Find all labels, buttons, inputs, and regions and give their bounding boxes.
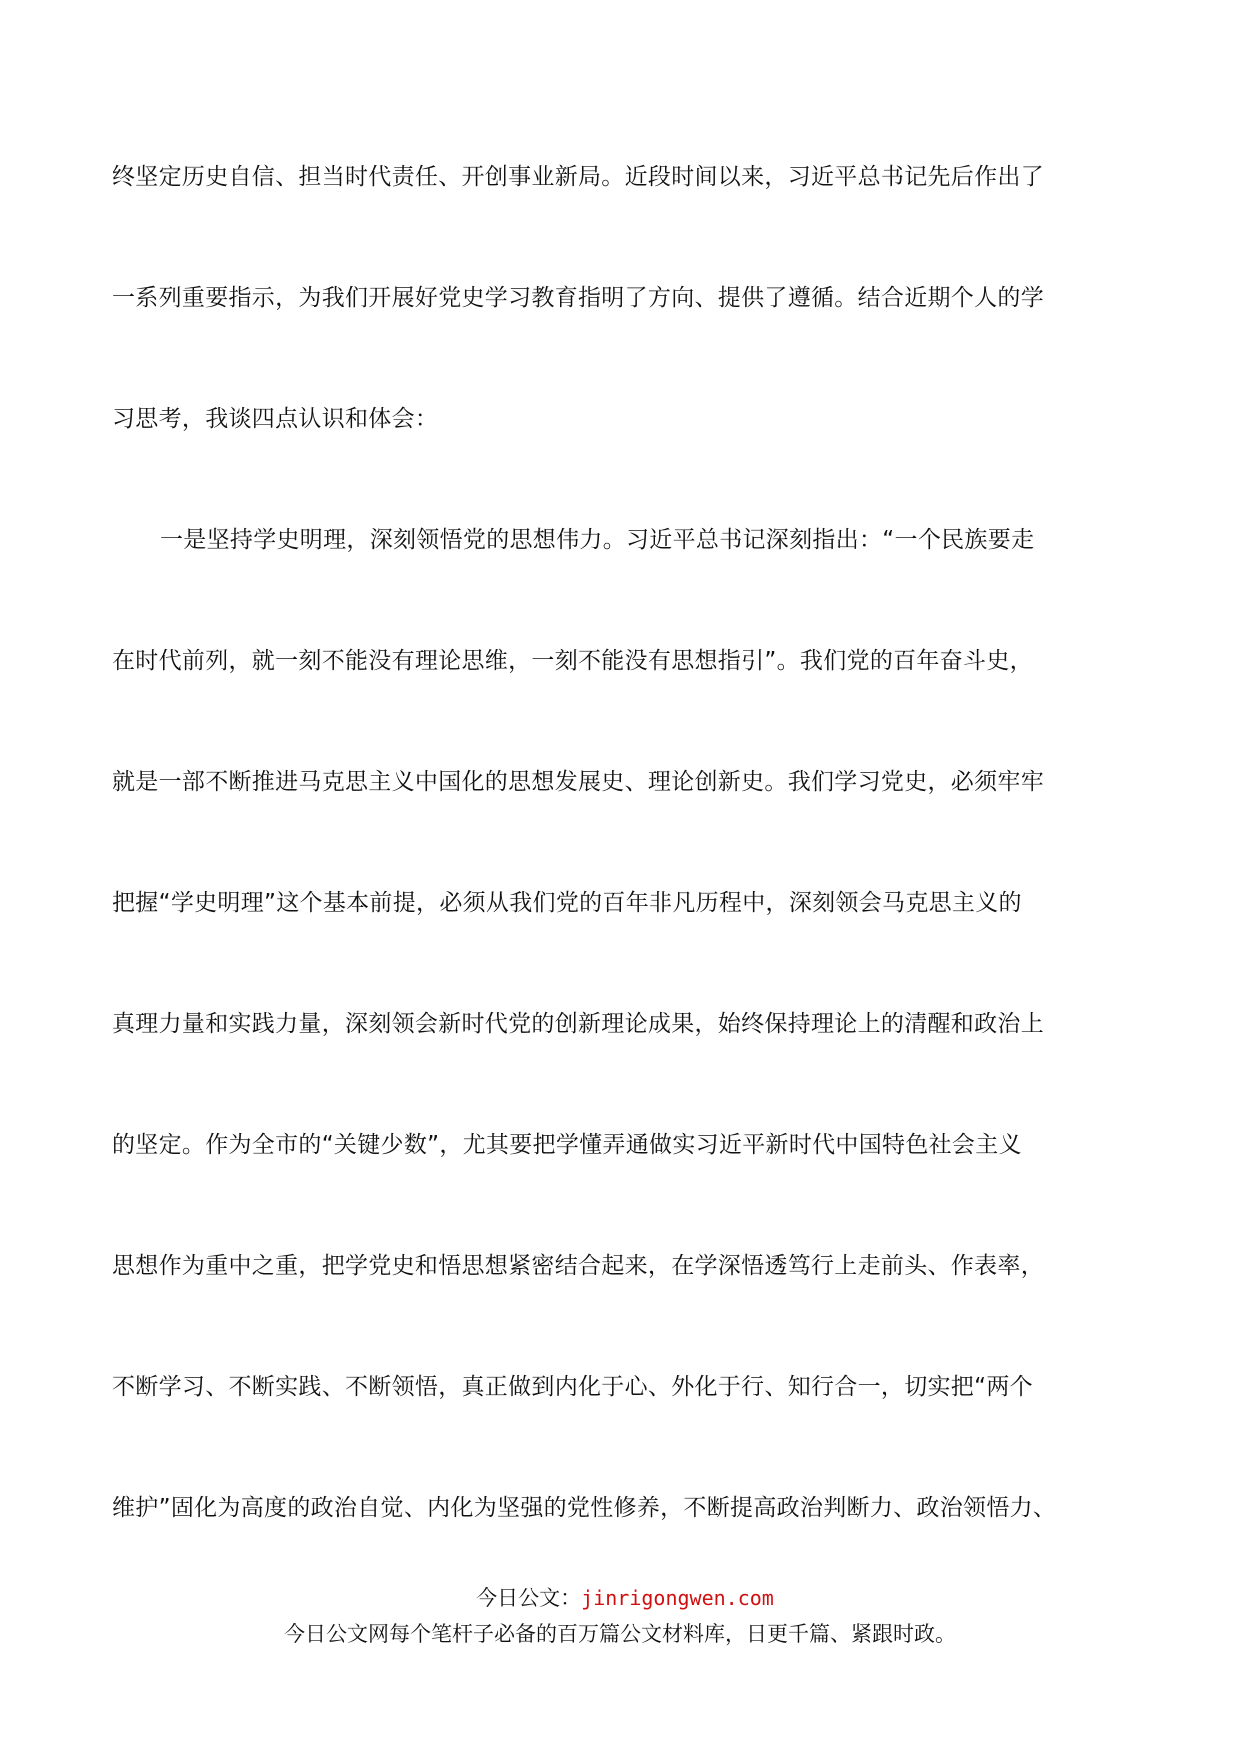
body-line: 把握“学史明理”这个基本前提，必须从我们党的百年非凡历程中，深刻领会马克思主义的 [112,890,1022,916]
body-line: 一系列重要指示，为我们开展好党史学习教育指明了方向、提供了遵循。结合近期个人的学 [112,285,1044,311]
paragraph-start-line: 一是坚持学史明理，深刻领悟党的思想伟力。习近平总书记深刻指出：“一个民族要走 [160,527,1035,553]
document-body [112,160,1132,1612]
page-footer [0,1583,1240,1651]
body-line: 习思考，我谈四点认识和体会： [112,406,439,432]
body-line: 终坚定历史自信、担当时代责任、开创事业新局。近段时间以来，习近平总书记先后作出了 [112,164,1044,190]
body-line: 不断学习、不断实践、不断领悟，真正做到内化于心、外化于行、知行合一，切实把“两个 [112,1374,1033,1400]
footer-slogan: 今日公文网每个笔杆子必备的百万篇公文材料库，日更千篇、紧跟时政。 [284,1622,956,1646]
body-line: 维护”固化为高度的政治自觉、内化为坚强的党性修养，不断提高政治判断力、政治领悟力、 [112,1495,1057,1521]
footer-label: 今日公文： [476,1586,582,1610]
body-line: 的坚定。作为全市的“关键少数”，尤其要把学懂弄通做实习近平新时代中国特色社会主义 [112,1132,1022,1158]
footer-site-link[interactable]: jinrigongwen.com [581,1586,774,1610]
body-line: 思想作为重中之重，把学党史和悟思想紧密结合起来，在学深悟透笃行上走前头、作表率， [112,1253,1044,1279]
body-line: 在时代前列，就一刻不能没有理论思维，一刻不能没有思想指引”。我们党的百年奋斗史， [112,648,1033,674]
body-line: 就是一部不断推进马克思主义中国化的思想发展史、理论创新史。我们学习党史，必须牢牢 [112,769,1044,795]
footer-source-line [10,1583,1240,1613]
body-line: 真理力量和实践力量，深刻领会新时代党的创新理论成果，始终保持理论上的清醒和政治上 [112,1011,1044,1037]
